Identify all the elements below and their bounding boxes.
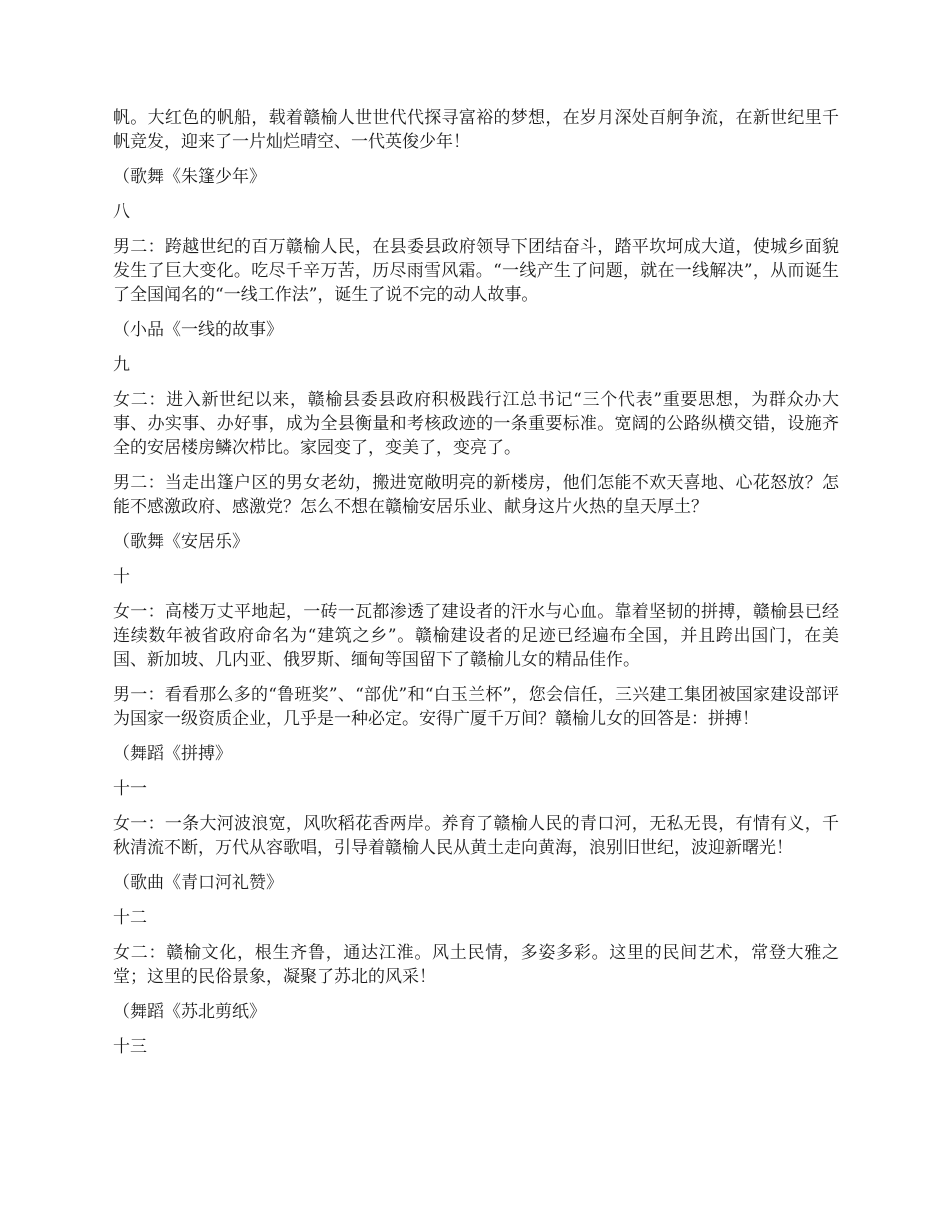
paragraph: 帆。大红色的帆船，载着赣榆人世世代代探寻富裕的梦想，在岁月深处百舸争流，在新世纪里千帆竞发，迎来了一片灿烂晴空、一代英俊少年！ [113, 108, 839, 152]
section-number: 十 [113, 567, 130, 587]
document-body [113, 106, 839, 1070]
section-number: 十一 [113, 779, 147, 799]
program-item: （舞蹈《拼搏》 [113, 744, 232, 764]
section-number: 九 [113, 355, 130, 375]
program-item: （小品《一线的故事》 [113, 320, 283, 340]
paragraph: 女一：一条大河波浪宽，风吹稻花香两岸。养育了赣榆人民的青口河，无私无畏，有情有义，千秋清流不断，万代从容歌唱，引导着赣榆人民从黄土走向黄海，浪别旧世纪，波迎新曙光！ [113, 814, 839, 858]
paragraph: 男二：当走出篷户区的男女老幼，搬进宽敞明亮的新楼房，他们怎能不欢天喜地、心花怒放？怎能不感激政府、感激党？怎么不想在赣榆安居乐业、献身这片火热的皇天厚土？ [113, 473, 839, 517]
program-item: （歌曲《青口河礼赞》 [113, 873, 283, 893]
paragraph: 女一：高楼万丈平地起，一砖一瓦都渗透了建设者的汗水与心血。靠着坚韧的拼搏，赣榆县已经连续数年被省政府命名为“建筑之乡”。赣榆建设者的足迹已经遍布全国，并且跨出国门，在美国、新加坡、几内亚、俄罗斯、缅甸等国留下了赣榆儿女的精品佳作。 [113, 602, 839, 670]
paragraph: 女二：进入新世纪以来，赣榆县委县政府积极践行江总书记“三个代表”重要思想，为群众办大事、办实事、办好事，成为全县衡量和考核政迹的一条重要标准。宽阔的公路纵横交错，设施齐全的安居楼房鳞次栉比。家园变了，变美了，变亮了。 [113, 390, 839, 458]
program-item: （舞蹈《苏北剪纸》 [113, 1002, 266, 1022]
paragraph: 男一：看看那么多的“鲁班奖”、“部优”和“白玉兰杯”，您会信任，三兴建工集团被国家建设部评为国家一级资质企业，几乎是一种必定。安得广厦千万间？赣榆儿女的回答是：拼搏！ [113, 685, 839, 729]
section-number: 十三 [113, 1037, 147, 1057]
paragraph: 女二：赣榆文化，根生齐鲁，通达江淮。风土民情，多姿多彩。这里的民间艺术，常登大雅之堂；这里的民俗景象，凝聚了苏北的风采！ [113, 943, 839, 987]
program-item: （歌舞《安居乐》 [113, 532, 249, 552]
paragraph: 男二：跨越世纪的百万赣榆人民，在县委县政府领导下团结奋斗，踏平坎坷成大道，使城乡面貌发生了巨大变化。吃尽千辛万苦，历尽雨雪风霜。“一线产生了问题，就在一线解决”，从而诞生了全国闻名的“一线工作法”，诞生了说不完的动人故事。 [113, 237, 839, 305]
program-item: （歌舞《朱篷少年》 [113, 167, 266, 187]
section-number: 八 [113, 202, 130, 222]
section-number: 十二 [113, 908, 147, 928]
